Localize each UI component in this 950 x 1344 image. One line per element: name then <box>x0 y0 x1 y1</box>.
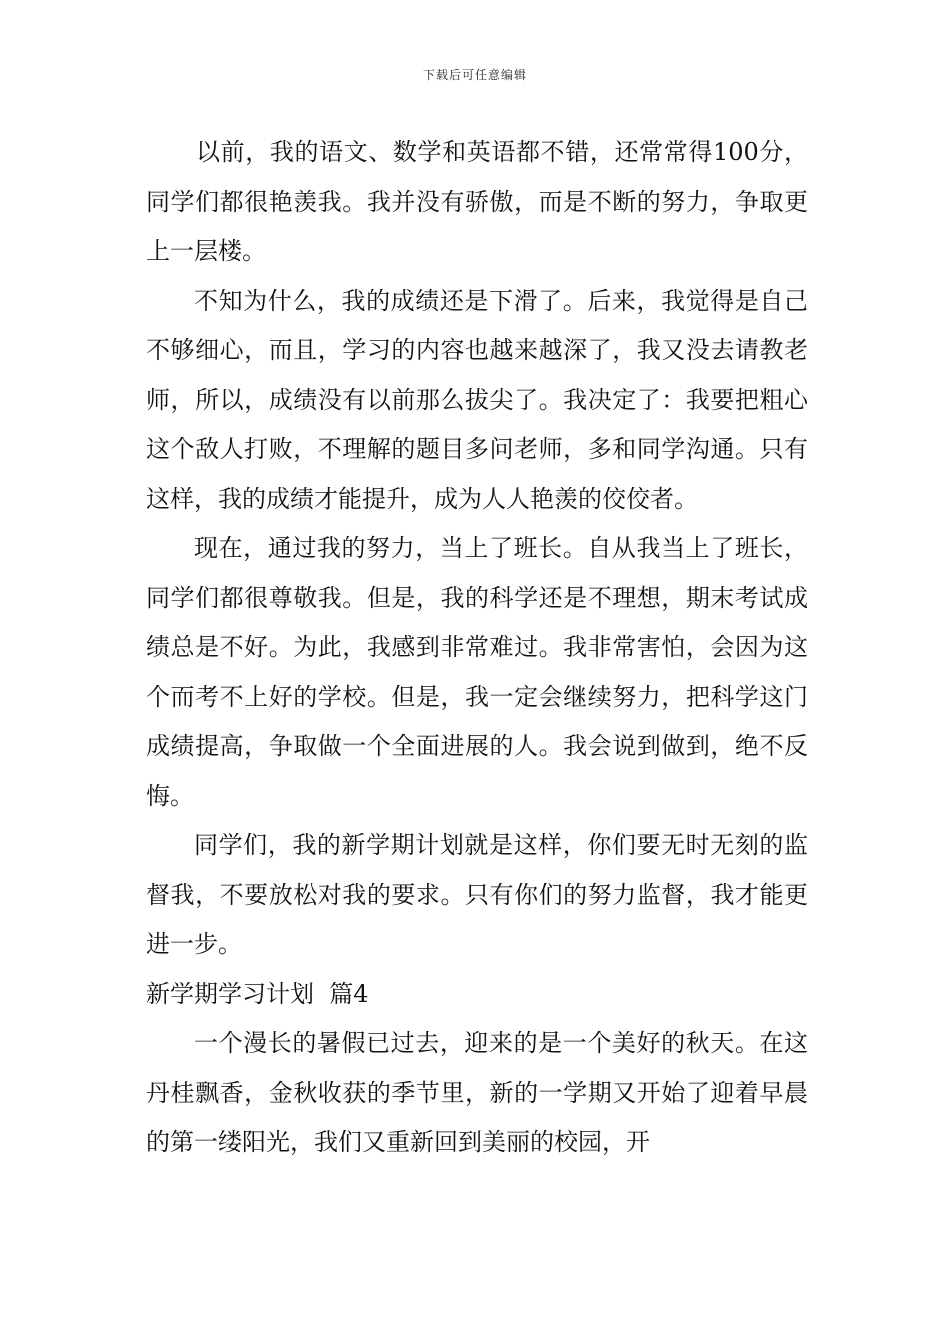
section-title: 新学期学习计划 篇4 <box>146 979 369 1008</box>
paragraph: 现在，通过我的努力，当上了班长。自从我当上了班长，同学们都很尊敬我。但是，我的科学还是不理想，期末考试成绩总是不好。为此，我感到非常难过。我非常害怕，会因为这个而考不上好的学校。但是，我一定会继续努力，把科学这门成绩提高，争取做一个全面进展的人。我会说到做到，绝不反悔。 <box>146 534 808 810</box>
paragraph: 不知为什么，我的成绩还是下滑了。后来，我觉得是自己不够细心，而且，学习的内容也越来越深了，我又没去请教老师，所以，成绩没有以前那么拔尖了。我决定了：我要把粗心这个敌人打败，不理解的题目多问老师，多和同学沟通。只有这样，我的成绩才能提升，成为人人艳羡的佼佼者。 <box>146 286 808 513</box>
paragraph: 一个漫长的暑假已过去，迎来的是一个美好的秋天。在这丹桂飘香，金秋收获的季节里，新的一学期又开始了迎着早晨的第一缕阳光，我们又重新回到美丽的校园，开 <box>146 1029 808 1156</box>
paragraph: 同学们，我的新学期计划就是这样，你们要无时无刻的监督我，不要放松对我的要求。只有你们的努力监督，我才能更进一步。 <box>146 831 808 958</box>
page-header-note: 下载后可任意编辑 <box>422 68 527 82</box>
paragraph: 以前，我的语文、数学和英语都不错，还常常得100分，同学们都很艳羡我。我并没有骄傲，而是不断的努力，争取更上一层楼。 <box>146 138 808 265</box>
document-body <box>146 128 808 1168</box>
